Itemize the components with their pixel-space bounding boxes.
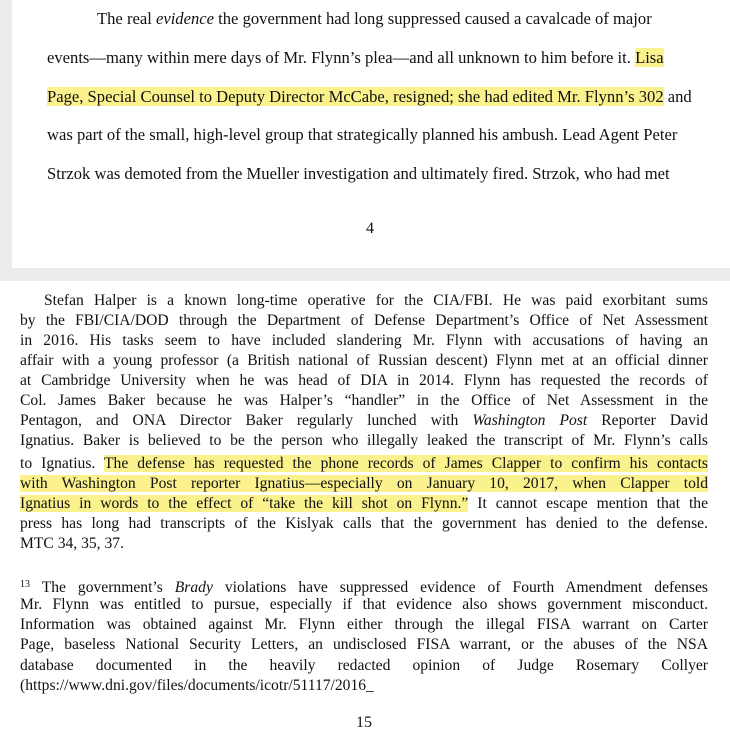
footnote-line: database documented in the heavily redacted opinion of Judge Rosemary Collyer xyxy=(20,657,708,674)
highlight: The defense has requested the phone records of James Clapper to confirm his contacts xyxy=(104,455,708,472)
para-line: in 2016. His tasks seem to have included slandering Mr. Flynn with accusations of having an xyxy=(20,332,708,349)
para-line: press has long had transcripts of the Kislyak calls that the government has denied to the defense. xyxy=(20,515,708,532)
footnote-line: Mr. Flynn was entitled to pursue, especially if that evidence also shows government misconduct. xyxy=(20,596,708,613)
para-line: MTC 34, 35, 37. xyxy=(20,535,124,552)
footnote-url: (https://www.dni.gov/files/documents/icotr/51117/2016_ xyxy=(20,677,374,694)
para-line: Ignatius in words to the effect of “take the kill shot on Flynn.” It cannot escape mention that the xyxy=(20,495,708,512)
highlight: Lisa xyxy=(635,48,664,67)
highlight: Page, Special Counsel to Deputy Director McCabe, resigned; she had edited Mr. Flynn’s 302 xyxy=(47,87,664,106)
page-separator xyxy=(0,268,730,281)
para-line xyxy=(20,474,708,494)
footnote-marker: 13 xyxy=(20,579,30,590)
footnote-line: Information was obtained against Mr. Flynn either through the illegal FISA warrant on Carter xyxy=(20,616,708,633)
body-line-1: The real evidence the government had long suppressed caused a cavalcade of major xyxy=(97,9,652,28)
para-line: at Cambridge University when he was head of DIA in 2014. Flynn has requested the records of xyxy=(20,372,708,389)
para-line: Ignatius. Baker is believed to be the person who illegally leaked the transcript of Mr. Flynn’s calls xyxy=(20,432,708,449)
para-line: Stefan Halper is a known long-time operative for the CIA/FBI. He was paid exorbitant sums xyxy=(44,292,708,309)
page-edge xyxy=(0,0,12,268)
body-line-2: events—many within mere days of Mr. Flynn’s plea—and all unknown to him before it. Lisa xyxy=(47,48,664,67)
para-line: affair with a young professor (a British national of Russian descent) Flynn met at an official dinner xyxy=(20,352,708,369)
highlight: with Washington Post reporter Ignatius—especially on January 10, 2017, when Clapper told xyxy=(20,475,708,492)
body-line-4: was part of the small, high-level group that strategically planned his ambush. Lead Agent Peter xyxy=(47,125,678,144)
footnote-line: $^{13}$ The government’s Brady violations have suppressed evidence of Fourth Amendment defenses xyxy=(20,579,708,596)
body-line-3: Page, Special Counsel to Deputy Director McCabe, resigned; she had edited Mr. Flynn’s 302 and xyxy=(47,87,692,106)
body-line-5: Strzok was demoted from the Mueller investigation and ultimately fired. Strzok, who had met xyxy=(47,164,670,183)
para-line: to Ignatius. The defense has requested the phone records of James Clapper to confirm his contacts xyxy=(20,455,708,472)
para-line: Col. James Baker because he was Halper’s “handler” in the Office of Net Assessment in the xyxy=(20,392,708,409)
footnote-line: Page, baseless National Security Letters, an undisclosed FISA warrant, or the abuses of the NSA xyxy=(20,636,708,653)
para-line: by the FBI/CIA/DOD through the Department of Defense Department’s Office of Net Assessment xyxy=(20,312,708,329)
page-number: 4 xyxy=(366,220,374,237)
highlight: Ignatius in words to the effect of “take the kill shot on Flynn.” xyxy=(20,495,469,512)
para-line: Pentagon, and ONA Director Baker regularly lunched with Washington Post Reporter David xyxy=(20,412,708,429)
page-number: 15 xyxy=(356,714,372,731)
